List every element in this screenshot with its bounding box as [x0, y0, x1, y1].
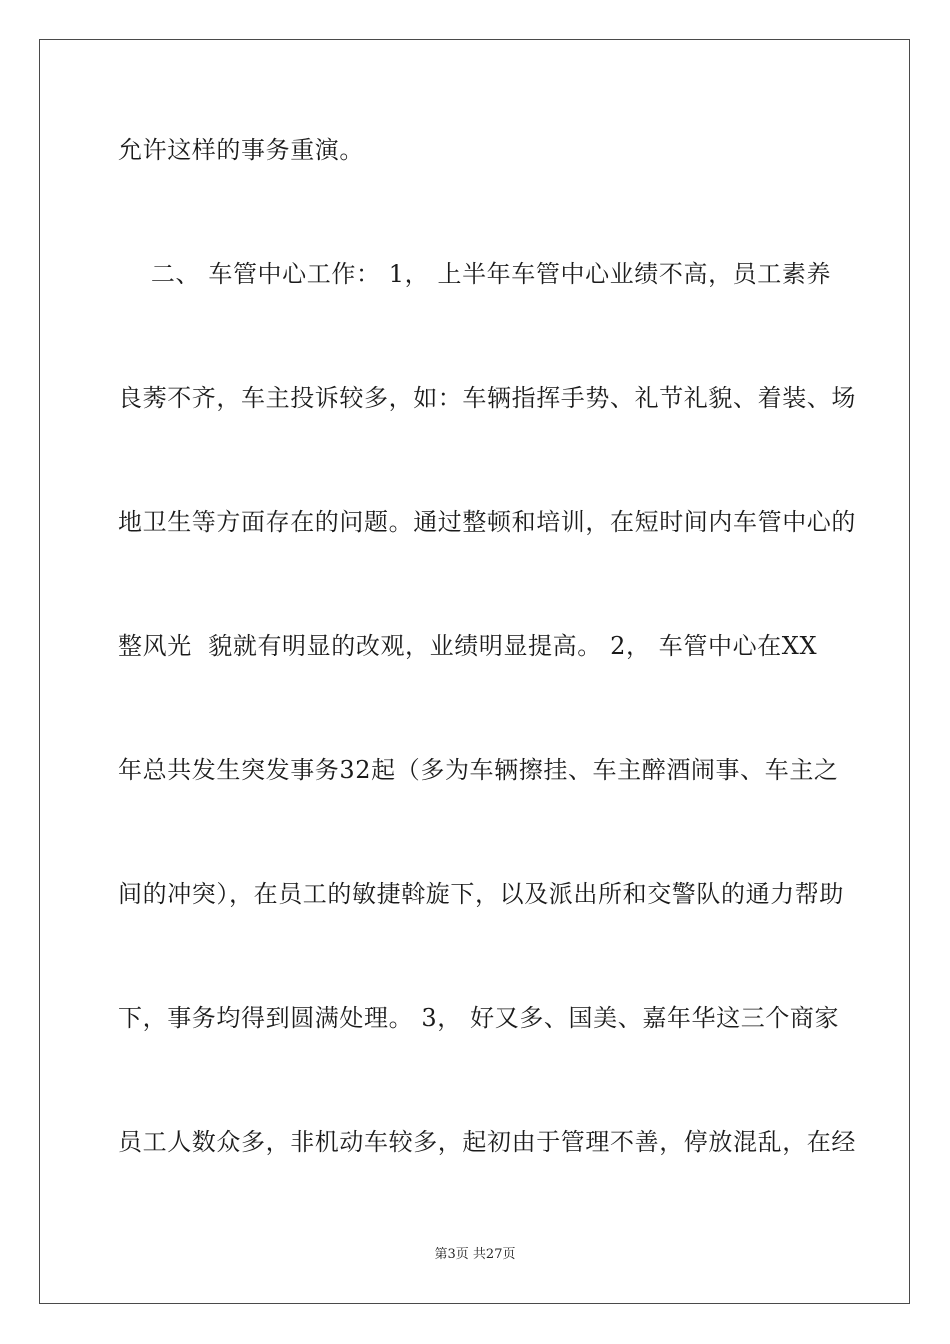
- body-text-line-8: 下，事务均得到圆满处理。 3， 好又多、国美、嘉年华这三个商家: [118, 1004, 840, 1032]
- body-text-line-4: 地卫生等方面存在的问题。通过整顿和培训，在短时间内车管中心的: [118, 508, 856, 536]
- body-text-line-3: 良莠不齐，车主投诉较多，如：车辆指挥手势、礼节礼貌、着装、场: [118, 384, 856, 412]
- page-number-footer: 第3页 共27页: [434, 1247, 516, 1262]
- body-text-line-5: 整风光 貌就有明显的改观，业绩明显提高。 2， 车管中心在XX: [118, 632, 818, 660]
- body-text-line-2: 二、 车管中心工作： 1， 上半年车管中心业绩不高，员工素养: [118, 260, 832, 288]
- body-text-line-7: 间的冲突），在员工的敏捷斡旋下，以及派出所和交警队的通力帮助: [118, 880, 844, 908]
- body-text-line-1: 允许这样的事务重演。: [118, 136, 364, 164]
- page-border: [39, 39, 910, 1304]
- body-text-line-6: 年总共发生突发事务32起（多为车辆擦挂、车主醉酒闹事、车主之: [118, 756, 839, 784]
- body-text-line-9: 员工人数众多，非机动车较多，起初由于管理不善，停放混乱，在经: [118, 1128, 856, 1156]
